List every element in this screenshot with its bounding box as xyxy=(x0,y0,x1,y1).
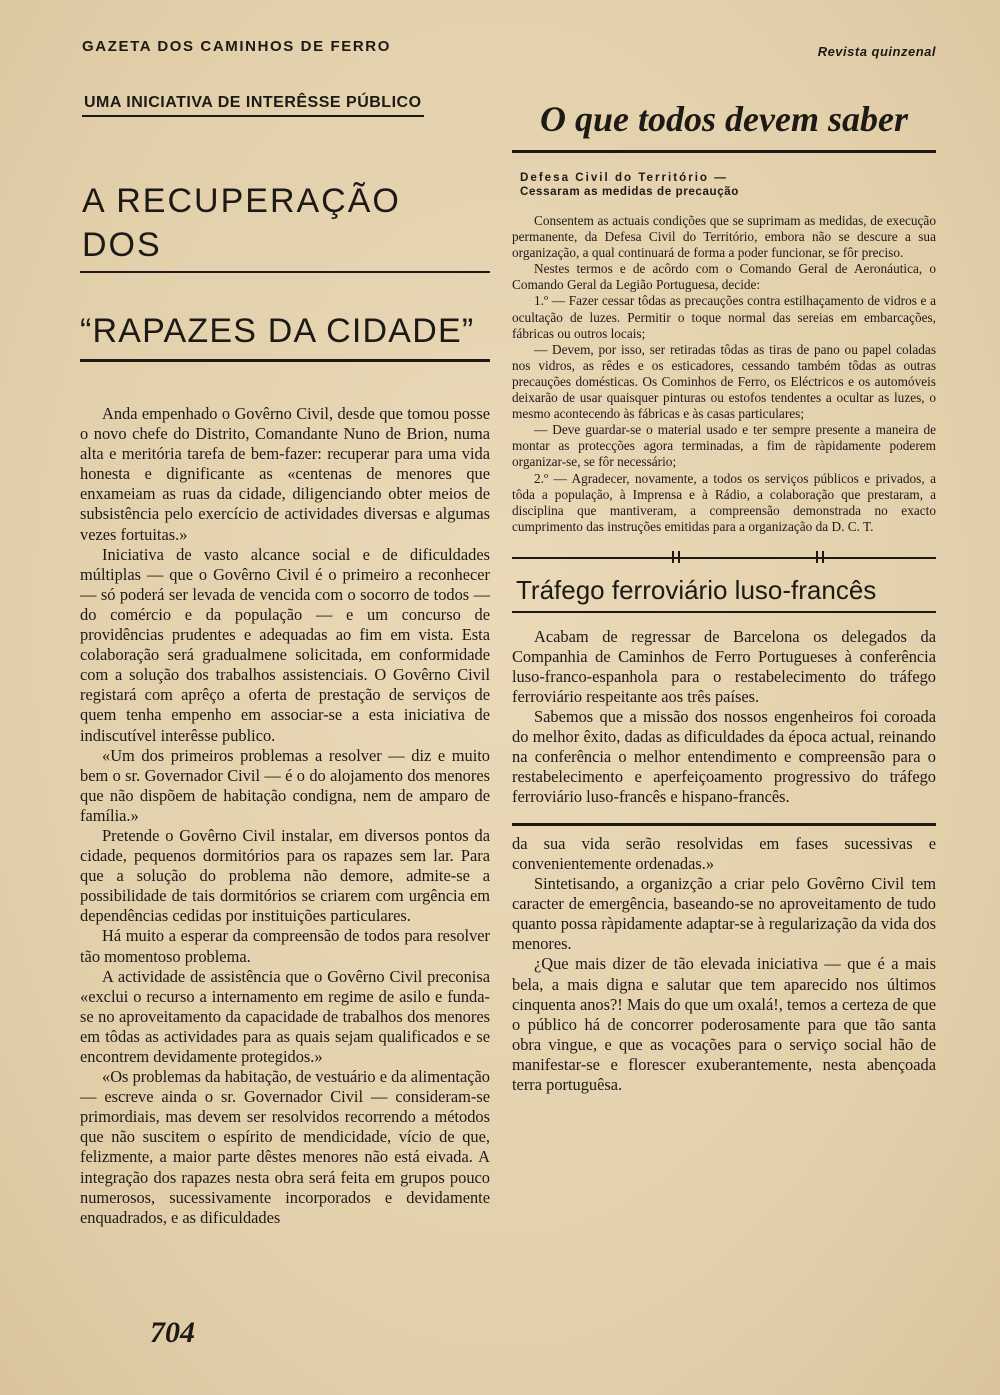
section-banner: O que todos devem saber xyxy=(512,94,936,153)
left-column xyxy=(80,90,490,1228)
paragraph: 2.º — Agradecer, novamente, a todos os serviços públicos e privados, a tôda a população, à Imprensa e à Rádio, a colaboração que prestaram, a disciplina que mantiveram, a compreensão demonstrada no exacto cumprimento das instruções emitidas para a organização da D. C. T. xyxy=(512,470,936,534)
paragraph: Sabemos que a missão dos nossos engenheiros foi coroada do melhor êxito, dadas as dificuldades da época actual, reinando na conferência o melhor entendimento e compreensão para o restabelecimento e aperfeiçoamento progressivo do tráfego ferroviário luso-francês e hispano-francês. xyxy=(512,706,936,806)
right-column xyxy=(512,90,936,1095)
publication-title: GAZETA DOS CAMINHOS DE FERRO xyxy=(82,38,391,55)
paragraph: 1.º — Fazer cessar tôdas as precauções contra estilhaçamento de vidros e a ocultação de luzes. Permitir o toque normal das sereias em embarcações, fábricas ou outros locais; xyxy=(512,293,936,341)
section-divider xyxy=(512,823,936,826)
paragraph: A actividade de assistência que o Govêrno Civil preconisa «exclui o recurso a internamento em regime de asilo e funda-se no aproveitamento da capacidade de trabalhos dos menores em tôdas as actividades para as quais sejam qualificados e se encontrem devidamente protegidos.» xyxy=(80,966,490,1066)
page-number: 704 xyxy=(150,1316,195,1349)
paragraph: da sua vida serão resolvidas em fases sucessivas e convenientemente ordenadas.» xyxy=(512,833,936,873)
divider-ornament xyxy=(672,551,680,563)
article-headline-line1: A RECUPERAÇÃO DOS xyxy=(80,179,490,273)
notice-body xyxy=(512,213,936,535)
article-kicker: UMA INICIATIVA DE INTERÊSSE PÚBLICO xyxy=(82,90,424,117)
ornamental-divider xyxy=(512,547,936,559)
paragraph: Pretende o Govêrno Civil instalar, em diversos pontos da cidade, pequenos dormitórios para os rapazes sem lar. Para que a solução do problema não demore, admite-se a possibilidade de tais dormitórios se criarem com urgência em dependências cedidas por instituições particulares. xyxy=(80,825,490,926)
paragraph: «Um dos primeiros problemas a resolver — diz e muito bem o sr. Governador Civil — é o do alojamento dos menores que não dispõem de habitação condigna, nem de amparo de família.» xyxy=(80,745,490,825)
headline-rule xyxy=(512,611,936,613)
paragraph: — Deve guardar-se o material usado e ter sempre presente a maneira de montar as protecções agora terminadas, a fim de ràpidamente poderem organizar-se, se fôr necessário; xyxy=(512,422,936,470)
paragraph: — Devem, por isso, ser retiradas tôdas as tiras de pano ou papel coladas nos vidros, as rêdes e os esticadores, cessando também tôdas as outras precauções domésticas. Os Cominhos de Ferro, os Eléctricos e os automóveis deixarão de usar quaisquer pinturas ou estofos tendentes a ocultar as luzes, o mesmo acontecendo às fábricas e às casas particulares; xyxy=(512,341,936,422)
paragraph: Anda empenhado o Govêrno Civil, desde que tomou posse o novo chefe do Distrito, Comandante Nuno de Brion, numa alta e meritória tarefa de bem-fazer: recuperar para uma vida honesta e dignificante as «centenas de menores que enxameiam as ruas da cidade, diligenciando obter meios de subsistência pelo exercício de actividades diversas e algumas vezes fortuitas.» xyxy=(80,404,490,544)
paragraph: Consentem as actuais condições que se suprimam as medidas, de execução permanente, da Defesa Civil do Território, embora não se descure a sua organização, a qual continuará de forma a poder funcionar, se fôr preciso. xyxy=(512,213,936,261)
divider-ornament xyxy=(816,551,824,563)
paragraph: Acabam de regressar de Barcelona os delegados da Companhia de Caminhos de Ferro Portugueses à conferência luso-franco-espanhola para o restabelecimento do tráfego ferroviário respeitante aos três países. xyxy=(512,626,936,706)
notice-subhead-line1: Defesa Civil do Território — xyxy=(520,171,728,184)
paragraph: Há muito a esperar da compreensão de todos para resolver tão momentoso problema. xyxy=(80,926,490,966)
article-body xyxy=(80,404,490,1228)
article-headline-line2: “RAPAZES DA CIDADE” xyxy=(80,309,490,362)
trafego-body xyxy=(512,627,936,807)
paragraph: Iniciativa de vasto alcance social e de dificuldades múltiplas — que o Govêrno Civil é o primeiro a reconhecer — só poderá ser levada de vencida com o socorro de todos — do comércio e da população — e um concurso de providências prudentes e adequadas ao fim em vista. Esta colaboração será gradualmene solicitada, em conformidade com a solução dos trabalhos assistenciais. O Govêrno Civil registará com aprêço a oferta de prestação de serviços de quem tenha empenho em associar-se a esta iniciativa de indiscutível interêsse publico. xyxy=(80,544,490,745)
article-continuation xyxy=(512,834,936,1095)
paragraph: Nestes termos e de acôrdo com o Comando Geral de Aeronáutica, o Comando Geral da Legião Portuguesa, decide: xyxy=(512,261,936,293)
publication-subtitle: Revista quinzenal xyxy=(817,44,936,59)
paragraph: Sintetisando, a organizção a criar pelo Govêrno Civil tem caracter de emergência, baseando-se no aproveitamento de tudo quanto possa ràpidamente adaptar-se à regularização da vida dos menores. xyxy=(512,874,936,954)
notice-subhead-line2: Cessaram as medidas de precaução xyxy=(520,185,739,198)
paragraph: ¿Que mais dizer de tão elevada iniciativa — que é a mais bela, a mais digna e salutar que tem aparecido nos últimos cinquenta anos?! Mais do que um oxalá!, temos a certeza de que o público há de concorrer poderosamente para que tão santa obra vingue, e que as vocações para o serviço social hão de manifestar-se e florescer exuberantemente, nesta abençoada terra portuguêsa. xyxy=(512,954,936,1094)
paragraph: «Os problemas da habitação, de vestuário e da alimentação — escreve ainda o sr. Governador Civil — consideram-se primordiais, mas devem ser resolvidos recorrendo a métodos que não suscitem o espírito de mendicidade, vício de que, felizmente, a maior parte dêstes menores não está eivada. A integração dos rapazes nesta obra será feita em grupos pouco numerosos, sucessivamente incorporados e devidamente enquadrados, e as dificuldades xyxy=(80,1067,490,1227)
trafego-headline: Tráfego ferroviário luso-francês xyxy=(516,574,877,605)
